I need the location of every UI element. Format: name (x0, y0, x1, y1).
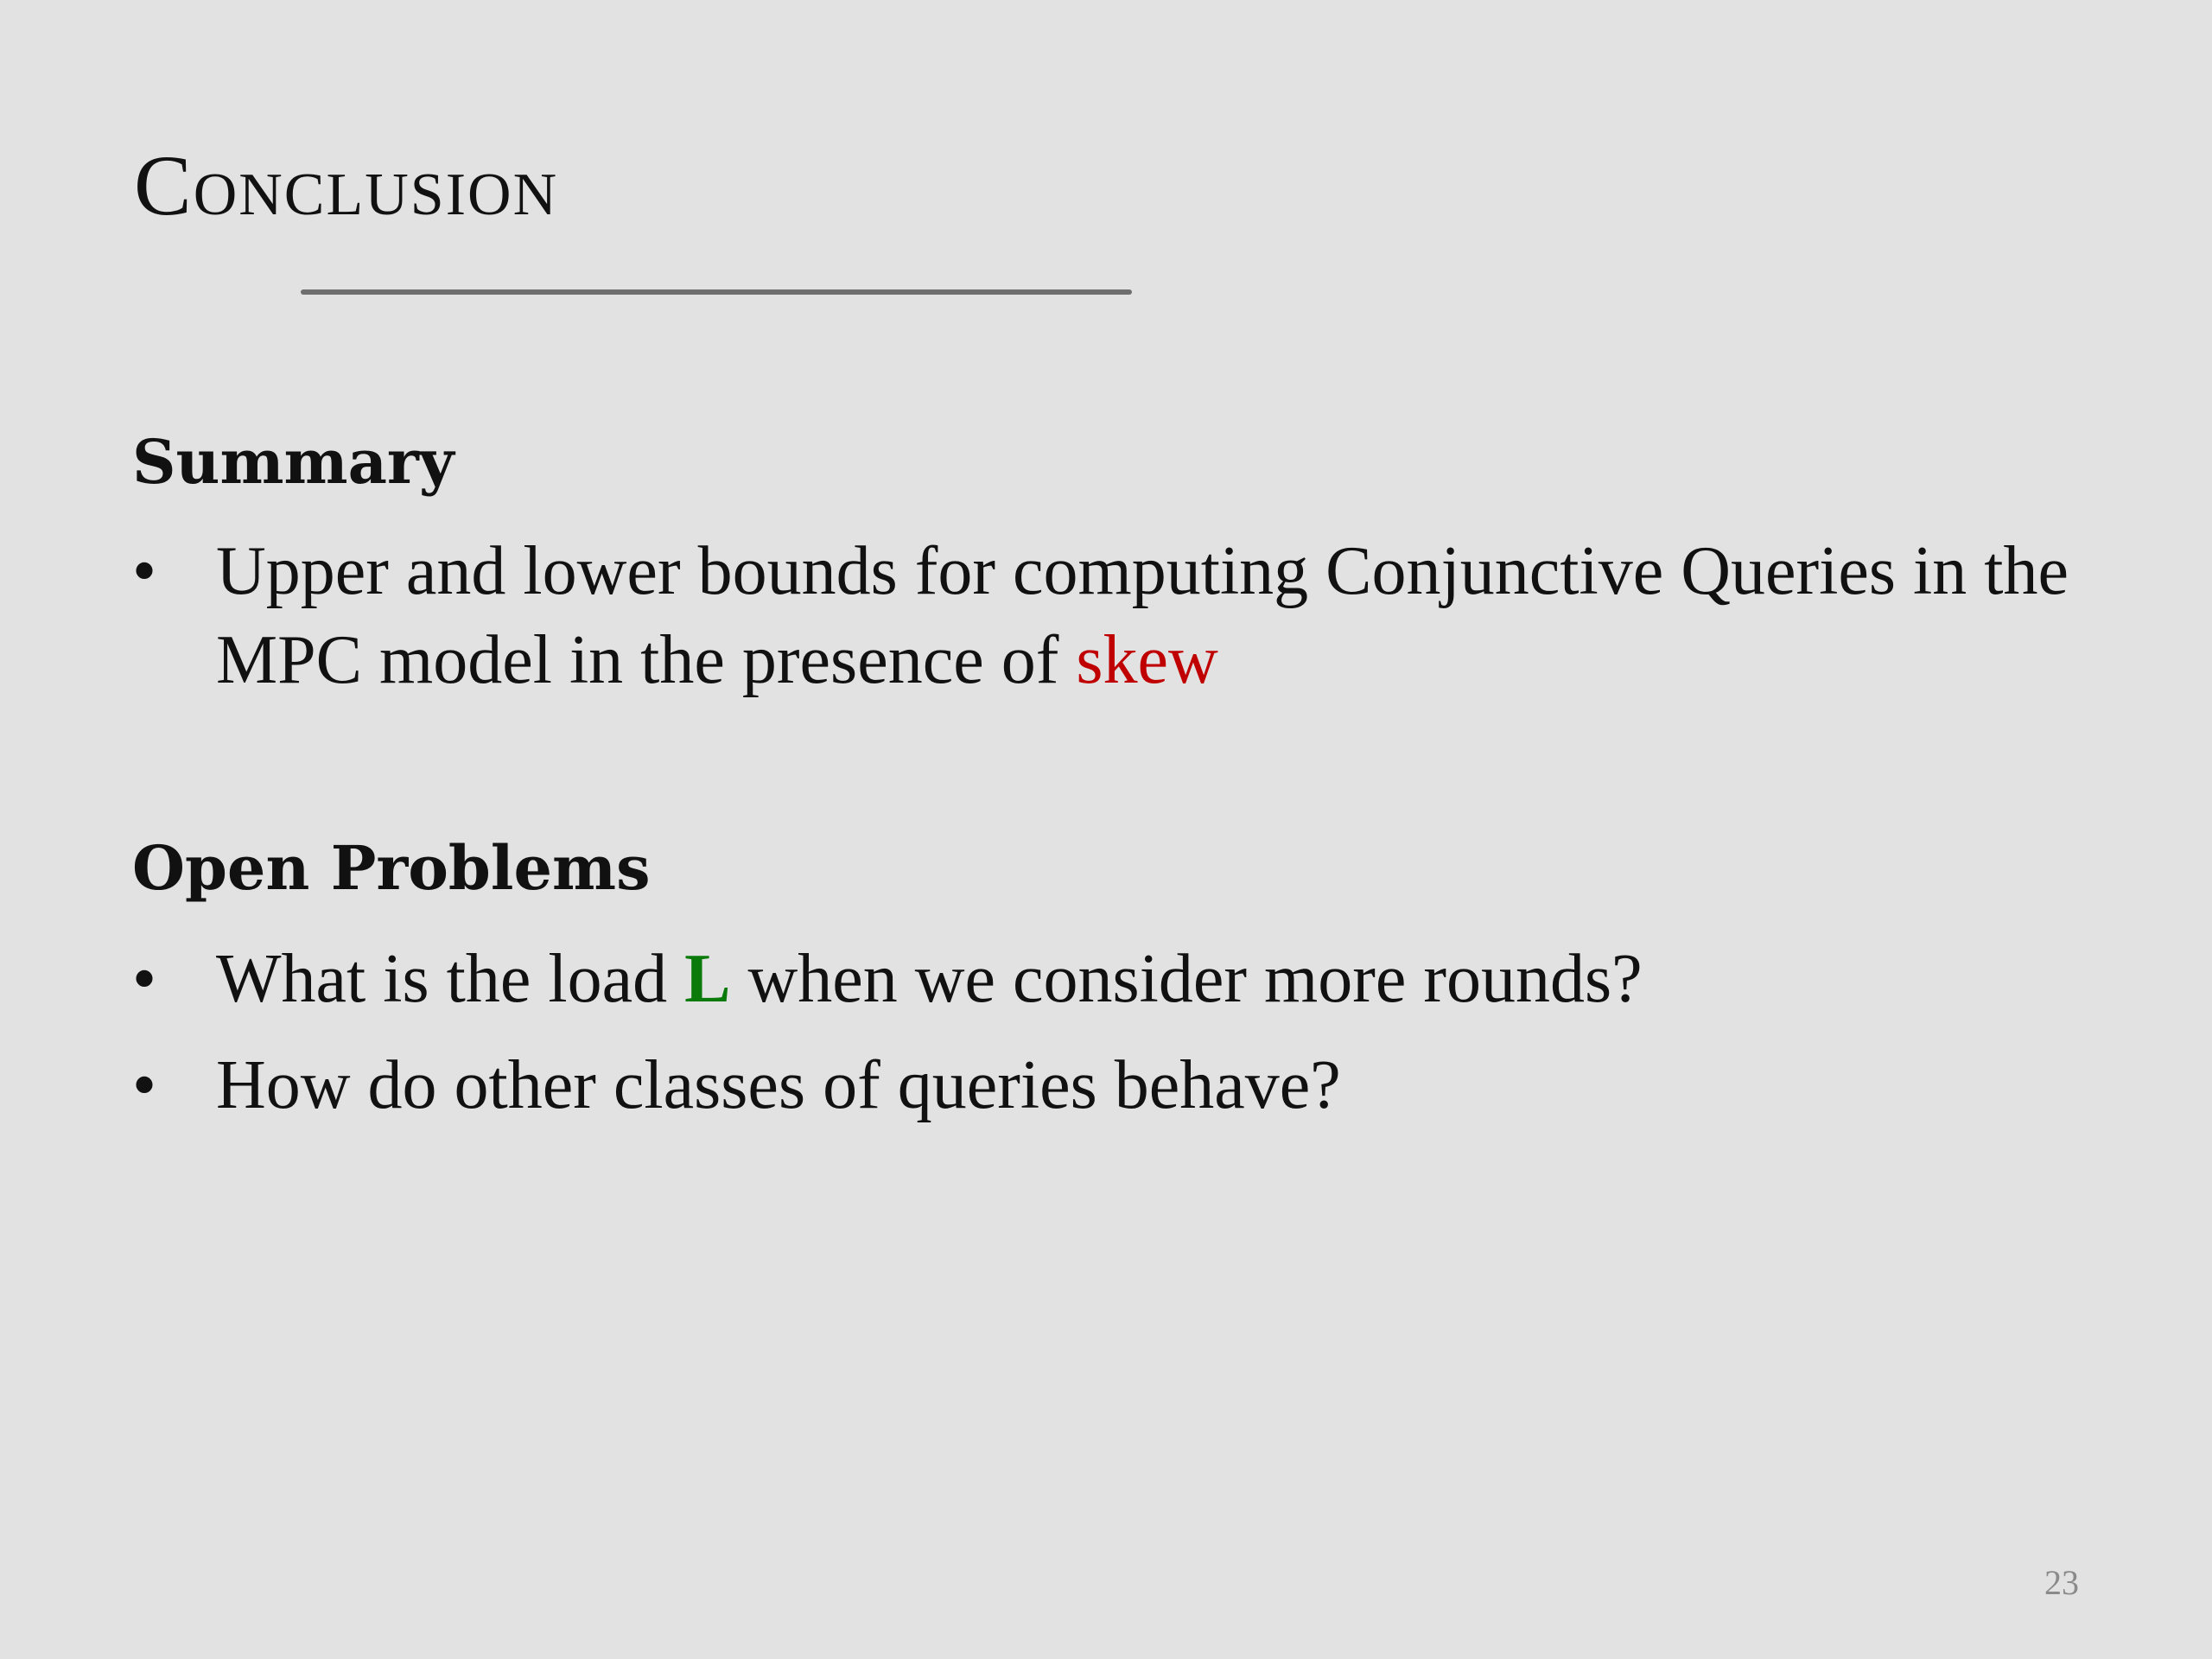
summary-item-text: Upper and lower bounds for computing Conjunctive Queries in the MPC model in the presence of (216, 533, 2069, 698)
open-problem-item (132, 935, 2076, 1024)
open-problem-text: How do other classes of queries behave? (216, 1047, 1341, 1123)
open-problem-text-before: What is the load (216, 941, 685, 1017)
page-number: 23 (2044, 1563, 2079, 1602)
title-underline (301, 289, 1132, 295)
skew-highlight: skew (1076, 622, 1218, 698)
summary-list (132, 527, 2076, 705)
open-problems-list (132, 935, 2076, 1130)
bullet-icon: • (132, 941, 157, 1017)
load-variable: L (684, 941, 731, 1017)
open-problem-item (132, 1041, 2076, 1130)
open-problems-heading: Open Problems (132, 832, 651, 904)
bullet-icon: • (132, 533, 157, 609)
summary-item (132, 527, 2076, 705)
slide-title: Conclusion (134, 137, 559, 233)
open-problem-text-after: when we consider more rounds? (730, 941, 1643, 1017)
bullet-icon: • (132, 1047, 157, 1123)
summary-heading: Summary (132, 426, 454, 498)
